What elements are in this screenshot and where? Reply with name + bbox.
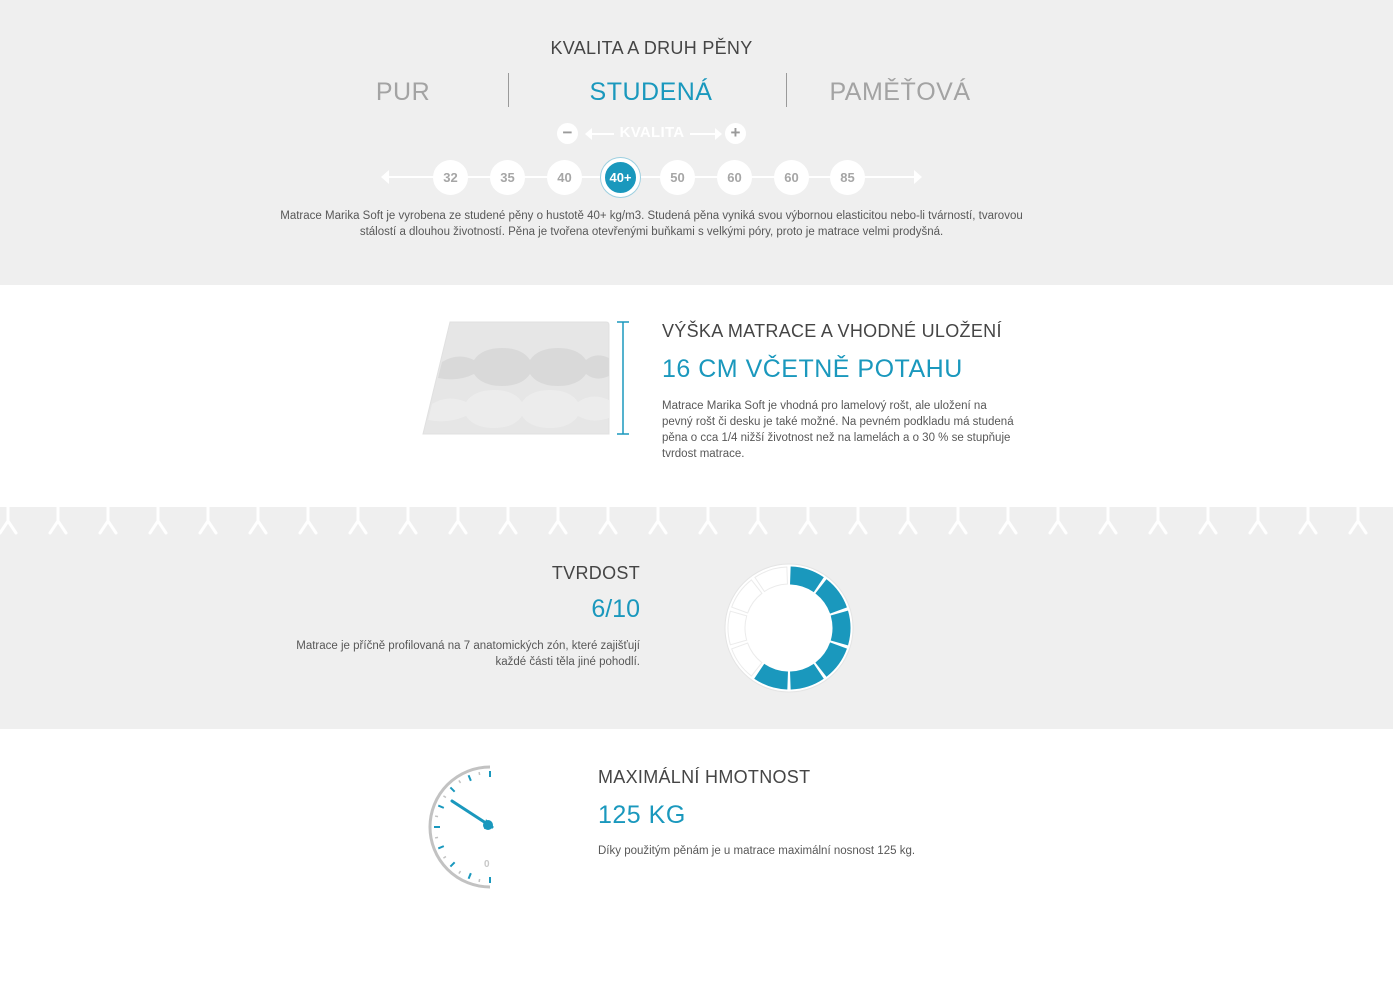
spring-mark	[950, 507, 966, 533]
tab-pur[interactable]: PUR	[375, 78, 431, 106]
spring-mark	[550, 507, 566, 533]
density-option[interactable]: 35	[490, 160, 525, 195]
quality-control	[556, 122, 748, 146]
spring-mark	[600, 507, 616, 533]
spring-pattern-decoration	[0, 507, 1393, 539]
spring-mark	[50, 507, 66, 533]
height-value: 16 CM VČETNĚ POTAHU	[662, 355, 963, 383]
hardness-segment-filled	[831, 611, 850, 645]
height-description: Matrace Marika Soft je vhodná pro lamelový rošt, ale uložení na pevný rošt či desku je také možné. Na pevném podkladu má studená pěna o cca 1/4 nižší životnost než na lamelách a o 30 % se stupňuje tvrdost matrace.	[662, 400, 1014, 460]
quality-label: KVALITA	[619, 124, 685, 141]
foam-section-title: KVALITA A DRUH PĚNY	[550, 38, 753, 58]
spring-mark	[750, 507, 766, 533]
right-arrow-icon	[715, 128, 722, 140]
gauge-tick	[479, 772, 480, 775]
hardness-donut-chart	[722, 561, 856, 695]
density-option[interactable]: 85	[830, 160, 865, 195]
hardness-title: TVRDOST	[551, 563, 640, 583]
gauge-tick	[435, 816, 438, 817]
spring-mark	[700, 507, 716, 533]
tab-pametova[interactable]: PAMĚŤOVÁ	[829, 78, 971, 106]
foam-section	[0, 0, 1393, 285]
gauge-zero-label: 0	[484, 859, 490, 870]
spring-mark	[1000, 507, 1016, 533]
tab-divider	[508, 73, 509, 107]
gauge-tick	[435, 837, 438, 838]
quality-increase-button[interactable]: +	[725, 123, 746, 144]
spring-mark	[250, 507, 266, 533]
arrow-line	[588, 133, 614, 135]
weight-description: Díky použitým pěnám je u matrace maximální nosnost 125 kg.	[598, 845, 916, 857]
density-option[interactable]: 40	[547, 160, 582, 195]
gauge-tick	[438, 846, 444, 848]
tab-divider	[786, 73, 787, 107]
height-title: VÝŠKA MATRACE A VHODNÉ ULOŽENÍ	[662, 321, 1002, 341]
hardness-value: 6/10	[591, 595, 640, 623]
tab-studena[interactable]: STUDENÁ	[589, 78, 713, 106]
density-option-selected[interactable]: 40+	[601, 158, 640, 197]
spring-mark	[850, 507, 866, 533]
weight-title: MAXIMÁLNÍ HMOTNOST	[598, 767, 811, 787]
weight-value: 125 KG	[598, 801, 686, 829]
gauge-tick	[450, 787, 454, 791]
spring-mark	[1150, 507, 1166, 533]
gauge-tick	[479, 879, 480, 882]
spring-mark	[350, 507, 366, 533]
gauge-tick	[459, 780, 461, 782]
spring-mark	[650, 507, 666, 533]
height-section	[0, 285, 1393, 507]
gauge-tick	[438, 806, 444, 808]
gauge-tick	[469, 873, 471, 879]
spring-mark	[800, 507, 816, 533]
mattress-profile-icon	[418, 320, 638, 442]
spring-mark	[1200, 507, 1216, 533]
spring-mark	[900, 507, 916, 533]
weight-section	[0, 729, 1393, 994]
spring-mark	[450, 507, 466, 533]
density-option[interactable]: 60	[774, 160, 809, 195]
spring-mark	[500, 507, 516, 533]
foam-description: Matrace Marika Soft je vyrobena ze studené pěny o hustotě 40+ kg/m3. Studená pěna vyniká svou výbornou elasticitou nebo-li tvárností, tvarovou stálostí a dlouhou životností. Pěna je tvořena otevřenými buňkami s velkými póry, proto je matrace velmi prodyšná.	[280, 210, 1023, 238]
spring-mark	[200, 507, 216, 533]
weight-gauge-icon	[424, 763, 504, 891]
density-option[interactable]: 32	[433, 160, 468, 195]
gauge-tick	[443, 796, 445, 798]
spring-mark	[100, 507, 116, 533]
arrow-line	[690, 133, 716, 135]
spring-mark	[1250, 507, 1266, 533]
hardness-description: Matrace je příčně profilovaná na 7 anatomických zón, které zajišťují každé části těla jiné pohodlí.	[296, 640, 640, 668]
gauge-tick	[450, 862, 454, 866]
spring-mark	[400, 507, 416, 533]
density-option[interactable]: 60	[717, 160, 752, 195]
spring-mark	[1050, 507, 1066, 533]
hardness-segment-empty	[728, 611, 747, 645]
spring-mark	[300, 507, 316, 533]
spring-mark	[0, 507, 16, 533]
gauge-tick	[469, 775, 471, 781]
spring-mark	[1300, 507, 1316, 533]
density-option[interactable]: 50	[660, 160, 695, 195]
spring-mark	[1350, 507, 1366, 533]
hardness-section	[0, 507, 1393, 729]
gauge-tick	[443, 856, 445, 858]
density-right-arrow-icon	[914, 170, 922, 184]
spring-mark	[1100, 507, 1116, 533]
gauge-tick	[459, 871, 461, 873]
spring-mark	[150, 507, 166, 533]
quality-decrease-button[interactable]: −	[557, 123, 578, 144]
